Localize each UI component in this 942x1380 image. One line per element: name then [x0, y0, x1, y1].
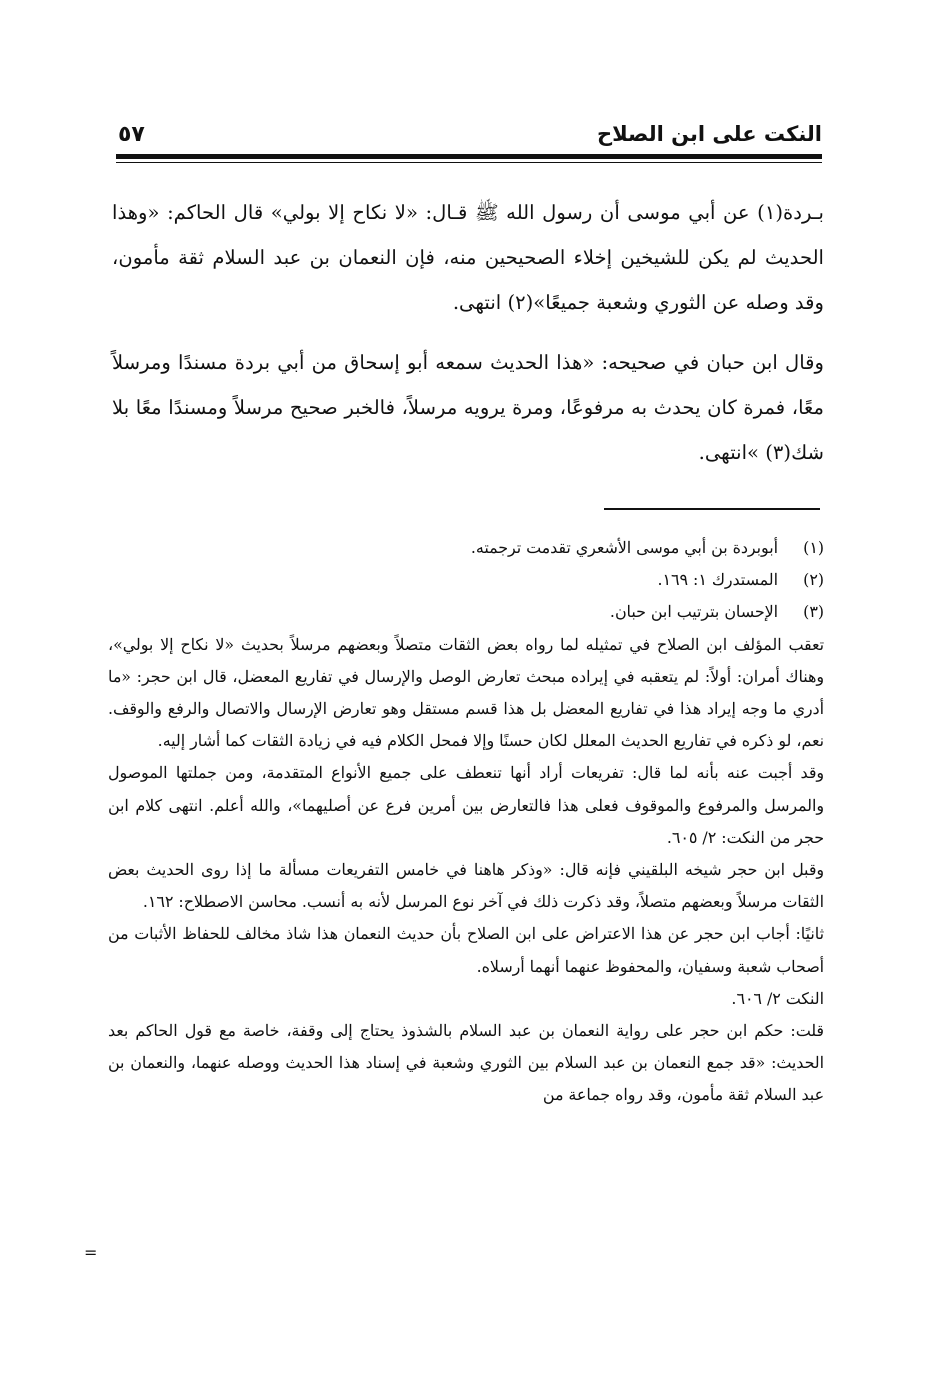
- running-title: النكت على ابن الصلاح: [596, 122, 822, 146]
- footnote-item: [108, 564, 824, 596]
- footnote-text: أبوبردة بن أبي موسى الأشعري تقدمت ترجمته.: [470, 538, 778, 557]
- main-paragraph: وقال ابن حبان في صحيحه: «هذا الحديث سمعه أبو إسحاق من أبي بردة مسندًا ومرسلاً معًا، فمرة كان يحدث به مرفوعًا، ومرة يرويه مرسلاً، فالخبر صحيح مرسلاً ومسندًا معًا بلا شك(٣) »انتهى.: [112, 351, 824, 464]
- footnote-item: [108, 596, 824, 628]
- footnote-number: (٢): [803, 570, 824, 590]
- footnote-paragraph: وقبل ابن حجر شيخه البلقيني فإنه قال: «وذكر هاهنا في خامس التفريعات مسألة ما إذا روى الحديث بعض الثقات مرسلاً وبعضهم متصلاً، وقد ذكرت ذلك في آخر نوع المرسل لأنه به أنسب. محاسن الاصطلاح: ١٦٢.: [108, 860, 824, 912]
- footnote-text: المستدرك ١: ١٦٩.: [657, 570, 778, 590]
- main-text: [112, 190, 824, 475]
- footnote-text: الإحسان بترتيب ابن حبان.: [609, 602, 778, 622]
- page-number: ٥٧: [118, 122, 145, 147]
- footnote-number: (١): [803, 538, 824, 557]
- footnote-number: (٣): [803, 602, 824, 622]
- footnote-paragraph: ثانيًا: أجاب ابن حجر عن هذا الاعتراض على ابن الصلاح بأن حديث النعمان هذا شاذ مخالف للحفاظ الأثبات من أصحاب شعبة وسفيان، والمحفوظ عنهما أنهما أرسلاه.: [108, 924, 824, 976]
- footnote-separator: [604, 508, 820, 510]
- footnote-paragraph: النكت ٢/ ٦٠٦.: [731, 988, 824, 1008]
- footnote-paragraph: تعقب المؤلف ابن الصلاح في تمثيله لما رواه بعض الثقات متصلاً وبعضهم مرسلاً بحديث «لا نكاح إلا بولي»، وهناك أمران: أولاً: لم يتعقبه في إيراده مبحث تعارض الوصل والإرسال في تفاريع المعضل، قال ابن حجر: «ما أدري ما وجه إيراد هذا في تفاريع المعضل بل هذا قسم مستقل وهو تعارض الإرسال والاتصال والرفع والوقف. نعم، لو ذكره في تفاريع الحديث المعلل لكان حسنًا وإلا فمحل الكلام فيه في زيادة الثقات كما أشار إليه.: [108, 634, 824, 751]
- footnote-paragraph: وقد أجبت عنه بأنه لما قال: تفريعات أراد أنها تنعطف على جميع الأنواع المتقدمة، ومن جملتها الموصول والمرسل والمرفوع والموقوف فعلى هذا فالتعارض بين أمرين فرع عن أصليهما»، والله أعلم. انتهى كلام ابن حجر من النكت: ٢/ ٦٠٥.: [108, 763, 824, 847]
- header-rule-thin: [116, 162, 822, 163]
- continuation-mark: =: [84, 1243, 98, 1262]
- main-paragraph: بـردة(١) عن أبي موسى أن رسول الله ﷺ قـال: «لا نكاح إلا بولي» قال الحاكم: «وهذا الحديث لم يكن للشيخين إخلاء الصحيحين منه، فإن النعمان بن عبد السلام ثقة مأمون، وقد وصله عن الثوري وشعبة جميعًا»(٢) انتهى.: [112, 201, 824, 314]
- page-header: [118, 118, 822, 152]
- footnote-paragraph: قلت: حكم ابن حجر على رواية النعمان بن عبد السلام بالشذوذ يحتاج إلى وقفة، خاصة مع قول الحاكم بعد الحديث: «قد جمع النعمان بن عبد السلام بين الثوري وشعبة في إسناد هذا الحديث ووصله عنهما، والنعمان بن عبد السلام ثقة مأمون، وقد رواه جماعة من: [108, 1021, 824, 1105]
- footnotes: [108, 532, 824, 1112]
- footnote-item: [108, 532, 824, 564]
- header-rule-thick: [116, 154, 822, 159]
